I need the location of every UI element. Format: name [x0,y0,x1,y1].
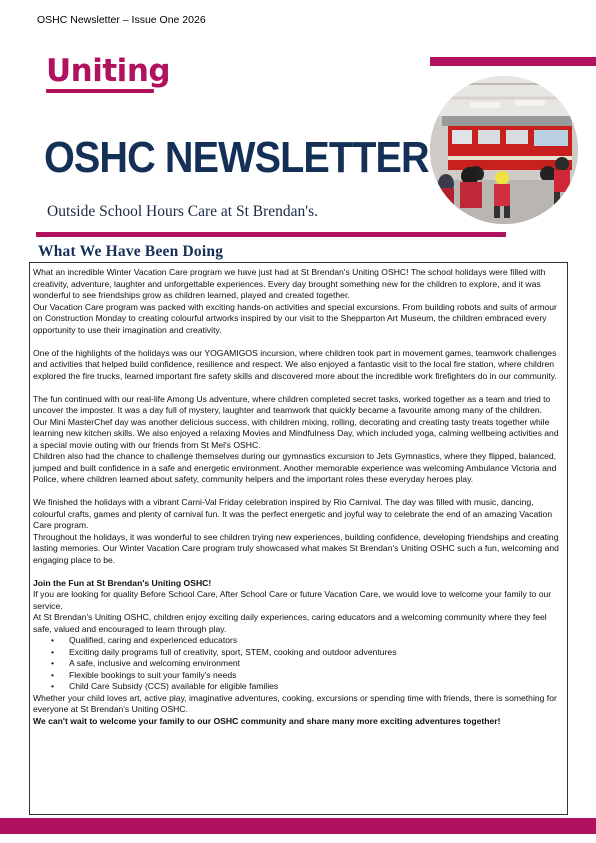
list-item: • A safe, inclusive and welcoming environment [33,658,563,670]
section-heading: What We Have Been Doing [38,243,224,260]
list-item: • Child Care Subsidy (CCS) available for eligible families [33,681,563,693]
paragraph-community: At St Brendan's Uniting OSHC, children enjoy exciting daily experiences, caring educators and a welcoming community where they feel safe, valued and encouraged to learn through play. [33,612,547,634]
paragraph-intro: What an incredible Winter Vacation Care program we have just had at St Brendan's Uniting OSHC! The school holidays were filled with creativity, adventure, laughter and unforgettable experiences. Every day brought something new for the children to explore, and it was wonderful to see friendships grow as children learned, played and created together. [33,267,546,300]
paragraph-summary: Throughout the holidays, it was wonderful to see children trying new experiences, building confidence, developing friendships and creating lasting memories. Our Winter Vacation Care program truly showcased what makes St Brendan's Uniting OSHC such a fun, welcoming and engaging place to be. [33,531,559,565]
logo-underline [46,89,154,93]
uniting-logo [46,53,171,93]
newsletter-subtitle: Outside School Hours Care at St Brendan's. [47,203,318,220]
paragraph-carnival: We finished the holidays with a vibrant Carni-Val Friday celebration inspired by Rio Carnival. The day was filled with music, dancing, colourful crafts, games and plenty of carnival fun. It was the perfect energetic and joyful way to celebrate the end of an amazing Vacation Care program. [33,497,553,530]
list-item: • Qualified, caring and experienced educators [33,635,563,647]
issue-line: OSHC Newsletter – Issue One 2026 [37,14,206,26]
newsletter-title: OSHC NEWSLETTER [44,133,429,182]
spacer [33,486,563,498]
paragraph-gymnastics: Children also had the chance to challenge themselves during our gymnastics excursion to Jets Gymnastics, where they flipped, balanced, jumped and built confidence in a safe and energetic environment. Another memorable experience was welcoming Ambulance Victoria and Police, where children learned about safety, community helpers and the important roles these everyday heroes play. [33,451,557,484]
join-heading: Join the Fun at St Brendan's Uniting OSHC! [33,577,212,588]
spacer [33,566,563,578]
content-box [29,262,568,815]
closing-line: We can't wait to welcome your family to our OSHC community and share many more exciting adventures together! [33,715,501,726]
list-item: • Flexible bookings to suit your family's needs [33,670,563,682]
spacer [33,382,563,394]
spacer [33,336,563,348]
benefits-list [33,635,563,693]
paragraph-join: If you are looking for quality Before School Care, After School Care or future Vacation Care, we would love to welcome your family to our service. [33,589,552,611]
paragraph-among-us: The fun continued with our real-life Among Us adventure, where children completed secret tasks, worked together as a team and tried to uncover the imposter. It was a day full of mystery, laughter and teamwork that quickly became a favourite among many of the children. [33,393,551,415]
paragraph-activities: Our Vacation Care program was packed with exciting hands-on activities and special excursions. From building robots and suits of armour on Construction Monday to creating colourful artworks inspired by our visit to the Shepparton Art Museum, the children embraced every opportunity to use their imagination and creativity. [33,301,557,335]
photo-illustration [430,76,578,224]
paragraph-everyone: Whether your child loves art, active play, imaginative adventures, cooking, excursions or spending time with friends, there is something for everyone at St Brendan's Uniting OSHC. [33,692,557,714]
accent-bar-middle [36,232,506,237]
fire-truck-photo [430,76,578,224]
paragraph-highlights: One of the highlights of the holidays was our YOGAMIGOS incursion, where children took part in movement games, teamwork challenges and activities that helped build confidence, resilience and respect. We also enjoyed a fantastic visit to the local fire station, where children explored the fire trucks, learned important fire safety skills and discovered more about the incredible work firefighters do in our community. [33,347,557,381]
accent-bar-top [430,57,596,66]
list-item: • Exciting daily programs full of creativity, sport, STEM, cooking and outdoor adventures [33,647,563,659]
logo-text: Uniting [46,53,171,89]
paragraph-masterchef: Our Mini MasterChef day was another delicious success, with children mixing, rolling, decorating and creating tasty treats together while learning new kitchen skills. We also enjoyed a relaxing Movies and Mindfulness Day, which included yoga, calming wellbeing activities and a special movie outing with our friends from St Mel's OSHC. [33,416,559,450]
accent-bar-bottom [0,818,596,834]
